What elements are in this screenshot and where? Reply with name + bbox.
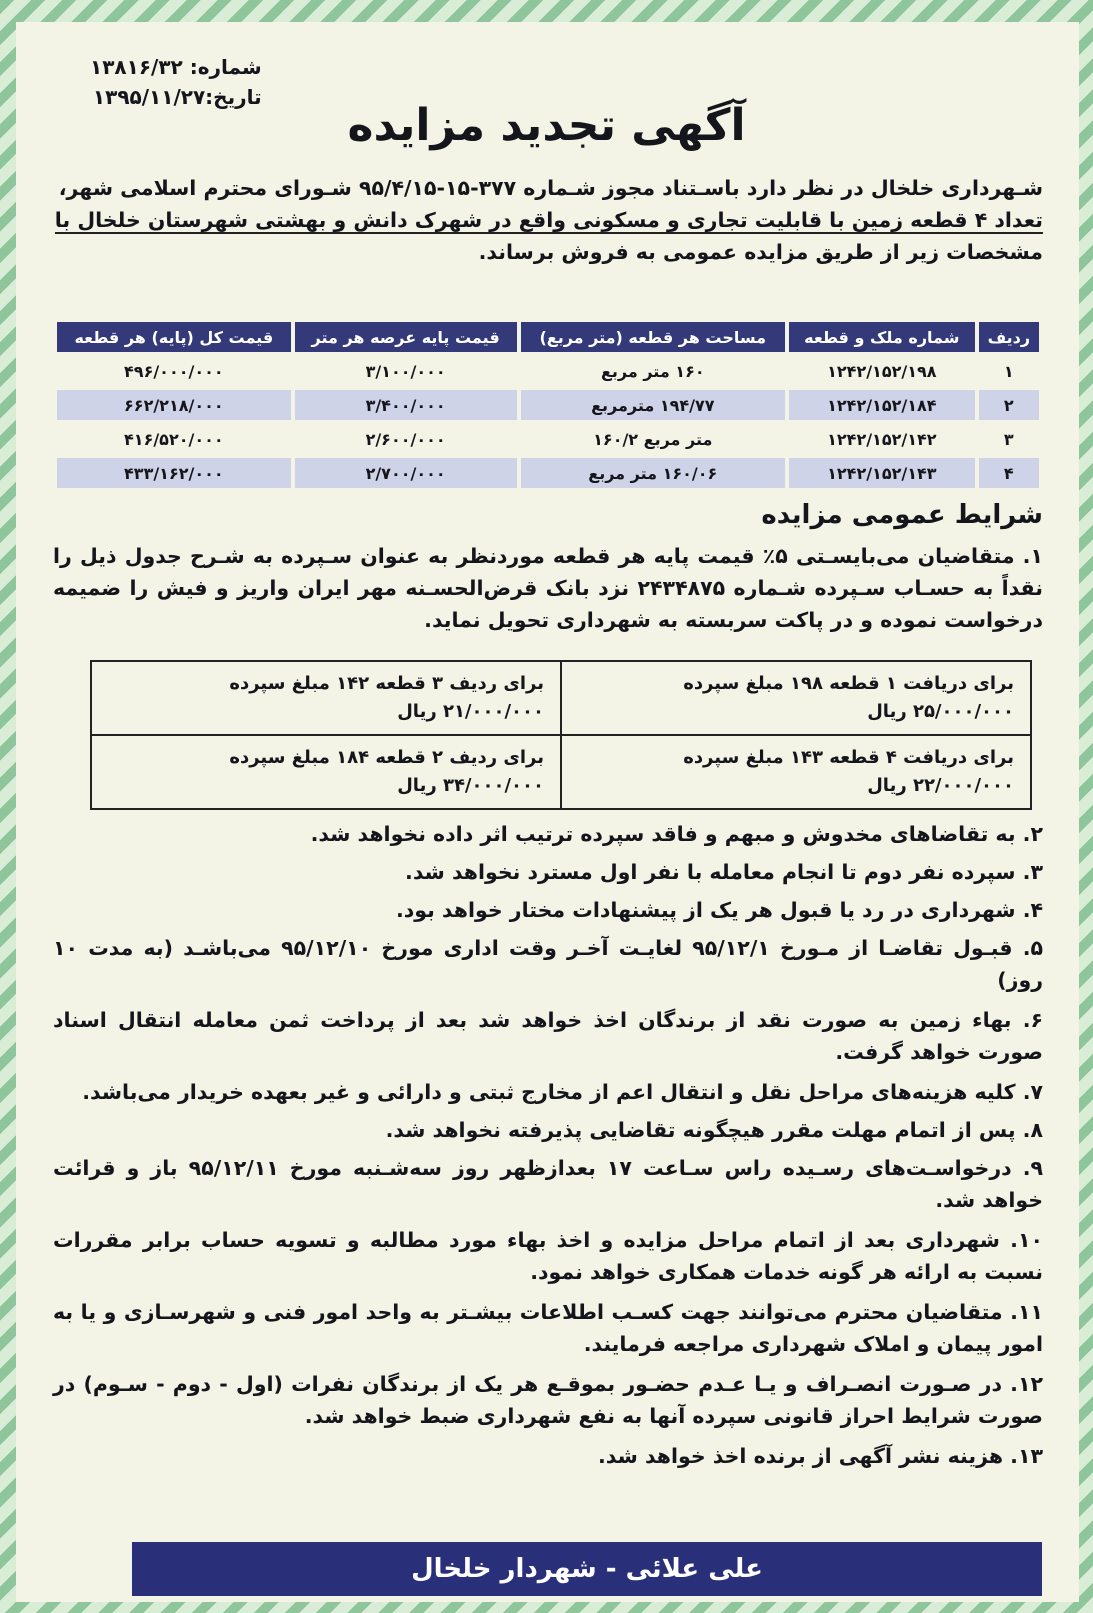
condition-item-4: ۴. شهرداری در رد یا قبول هر یک از پیشنهادات مختار خواهد بود.	[395, 898, 1043, 922]
col-plot-number: شماره ملک و قطعه	[789, 322, 975, 352]
deposit-cell	[91, 735, 561, 809]
deposit-cell	[561, 735, 1031, 809]
col-total-price: قیمت کل (پایه) هر قطعه	[57, 322, 291, 352]
deposit-label: برای ردیف ۳ قطعه ۱۴۲ مبلغ سپرده	[229, 673, 544, 694]
cell: ۱۶۰ متر مربع	[600, 361, 705, 381]
condition-item-5: ۵. قبـول تقاضـا از مـورخ ۹۵/۱۲/۱ لغایـت آخـر وقت اداری مورخ ۹۵/۱۲/۱۰ می‌باشـد (به مدت ۱۰ روز)	[53, 936, 1043, 992]
table-row	[57, 458, 1039, 488]
condition-item-11: ۱۱. متقاضیان محترم می‌توانند جهت کسـب اطلاعات بیشـتر به واحد امور فنی و شهرسـازی و یا به امور پیمان و املاک شهرداری مراجعه فرمایند.	[53, 1300, 1043, 1356]
cell: ۳/۴۰۰/۰۰۰	[295, 390, 517, 420]
col-row-number: ردیف	[979, 322, 1039, 352]
condition-item-8: ۸. پس از اتمام مهلت مقرر هیچگونه تقاضایی پذیرفته نخواهد شد.	[385, 1118, 1043, 1142]
page-title: آگهی تجدید مزایده	[347, 100, 746, 151]
cell: ۲	[979, 390, 1039, 420]
condition-item-1: ۱. متقاضیان می‌بایسـتی ۵٪ قیمت پایه هر قطعه موردنظر به عنوان سـپرده به شـرح جدول ذیل را نقداً به حسـاب سـپرده شـماره ۲۴۳۴۸۷۵ نزد بانک قرض‌الحسـنه مهر ایران واریز و فیش را ضمیمه درخواست نموده و در پاکت سربسته به شهرداری تحویل نماید.	[53, 544, 1043, 632]
deposit-amount: ۲۵/۰۰۰/۰۰۰ ریال	[867, 701, 1014, 722]
cell: ۱۲۴۲/۱۵۲/۱۸۴	[789, 390, 975, 420]
deposit-amount: ۲۱/۰۰۰/۰۰۰ ریال	[397, 701, 544, 722]
table-row	[57, 390, 1039, 420]
intro-line-1: شـهرداری خلخال در نظر دارد باسـتناد مجوز شـماره ۳۷۷-۱۵-۹۵/۴/۱۵ شـورای محترم اسلامی شهر،	[58, 176, 1043, 200]
deposit-amount: ۲۲/۰۰۰/۰۰۰ ریال	[867, 775, 1014, 796]
intro-line-3: مشخصات زیر از طریق مزایده عمومی به فروش برساند.	[478, 240, 1043, 264]
deposit-label: برای دریافت ۱ قطعه ۱۹۸ مبلغ سپرده	[683, 673, 1014, 694]
cell: ۲/۶۰۰/۰۰۰	[365, 429, 446, 449]
cell: متر مربع ۱۶۰/۲	[593, 429, 713, 449]
condition-item-10: ۱۰. شهرداری بعد از اتمام مراحل مزایده و اخذ بهاء مورد مطالبه و تسویه حساب برابر مقررات نسبت به ارائه هر گونه خدمات همکاری خواهد نمود.	[53, 1228, 1043, 1284]
conditions-heading: شرایط عمومی مزایده	[761, 500, 1043, 530]
condition-item-13: ۱۳. هزینه نشر آگهی از برنده اخذ خواهد شد.	[598, 1444, 1043, 1468]
condition-item-2: ۲. به تقاضاهای مخدوش و مبهم و فاقد سپرده ترتیب اثر داده نخواهد شد.	[310, 822, 1043, 846]
deposit-table	[90, 660, 1032, 810]
condition-item-12: ۱۲. در صـورت انصـراف و یـا عـدم حضـور بموقـع هر یک از برندگان نفرات (اول - دوم - سـوم) در صورت شرایط احراز قانونی سپرده آنها به نفع شهرداری ضبط خواهد شد.	[53, 1372, 1043, 1428]
cell: ۳	[1003, 429, 1014, 449]
deposit-label: برای دریافت ۴ قطعه ۱۴۳ مبلغ سپرده	[683, 747, 1014, 768]
col-base-price-per-meter: قیمت پایه عرصه هر متر	[295, 322, 517, 352]
cell: ۲/۷۰۰/۰۰۰	[295, 458, 517, 488]
cell: ۴	[979, 458, 1039, 488]
condition-item-3: ۳. سپرده نفر دوم تا انجام معامله با نفر اول مسترد نخواهد شد.	[405, 860, 1043, 884]
lots-table-header	[57, 322, 1039, 352]
deposit-cell	[91, 661, 561, 735]
cell: ۱	[1003, 361, 1014, 381]
cell: ۱۲۴۲/۱۵۲/۱۴۳	[789, 458, 975, 488]
condition-item-7: ۷. کلیه هزینه‌های مراحل نقل و انتقال اعم از مخارج ثبتی و دارائی و غیر بعهده خریدار می‌باشد.	[82, 1080, 1043, 1104]
cell: ۱۲۴۲/۱۵۲/۱۹۸	[827, 361, 937, 381]
cell: ۶۶۲/۲۱۸/۰۰۰	[57, 390, 291, 420]
intro-paragraph	[53, 172, 1043, 268]
cell: ۱۲۴۲/۱۵۲/۱۴۲	[827, 429, 937, 449]
cell: ۴۱۶/۵۲۰/۰۰۰	[124, 429, 224, 449]
table-row	[91, 661, 1031, 735]
table-row	[57, 356, 1039, 386]
condition-item-9: ۹. درخواسـت‌های رسـیده راس سـاعت ۱۷ بعدازظهر روز سه‌شـنبه مورخ ۹۵/۱۲/۱۱ باز و قرائت خواهد شد.	[53, 1156, 1043, 1212]
deposit-label: برای ردیف ۲ قطعه ۱۸۴ مبلغ سپرده	[229, 747, 544, 768]
signature-banner: علی علائی - شهردار خلخال	[132, 1542, 1042, 1596]
cell: ۳/۱۰۰/۰۰۰	[365, 361, 446, 381]
condition-item-6: ۶. بهاء زمین به صورت نقد از برندگان اخذ خواهد شد بعد از پرداخت ثمن معامله انتقال اسناد صورت خواهد گرفت.	[53, 1008, 1043, 1064]
col-area: مساحت هر قطعه (متر مربع)	[521, 322, 786, 352]
cell: ۴۹۶/۰۰۰/۰۰۰	[124, 361, 224, 381]
deposit-cell	[561, 661, 1031, 735]
intro-line-2: تعداد ۴ قطعه زمین با قابلیت تجاری و مسکونی واقع در شهرک دانش و بهشتی شهرستان خلخال با	[54, 208, 1043, 232]
deposit-amount: ۳۴/۰۰۰/۰۰۰ ریال	[397, 775, 544, 796]
notice-date: تاریخ:۱۳۹۵/۱۱/۲۷	[92, 85, 262, 109]
table-row	[57, 424, 1039, 454]
table-row	[91, 735, 1031, 809]
cell: ۱۹۴/۷۷ مترمربع	[521, 390, 786, 420]
notice-number: شماره: ۱۳۸۱۶/۳۲	[90, 55, 262, 79]
cell: ۱۶۰/۰۶ متر مربع	[521, 458, 786, 488]
cell: ۴۳۳/۱۶۲/۰۰۰	[57, 458, 291, 488]
lots-table	[53, 318, 1043, 492]
